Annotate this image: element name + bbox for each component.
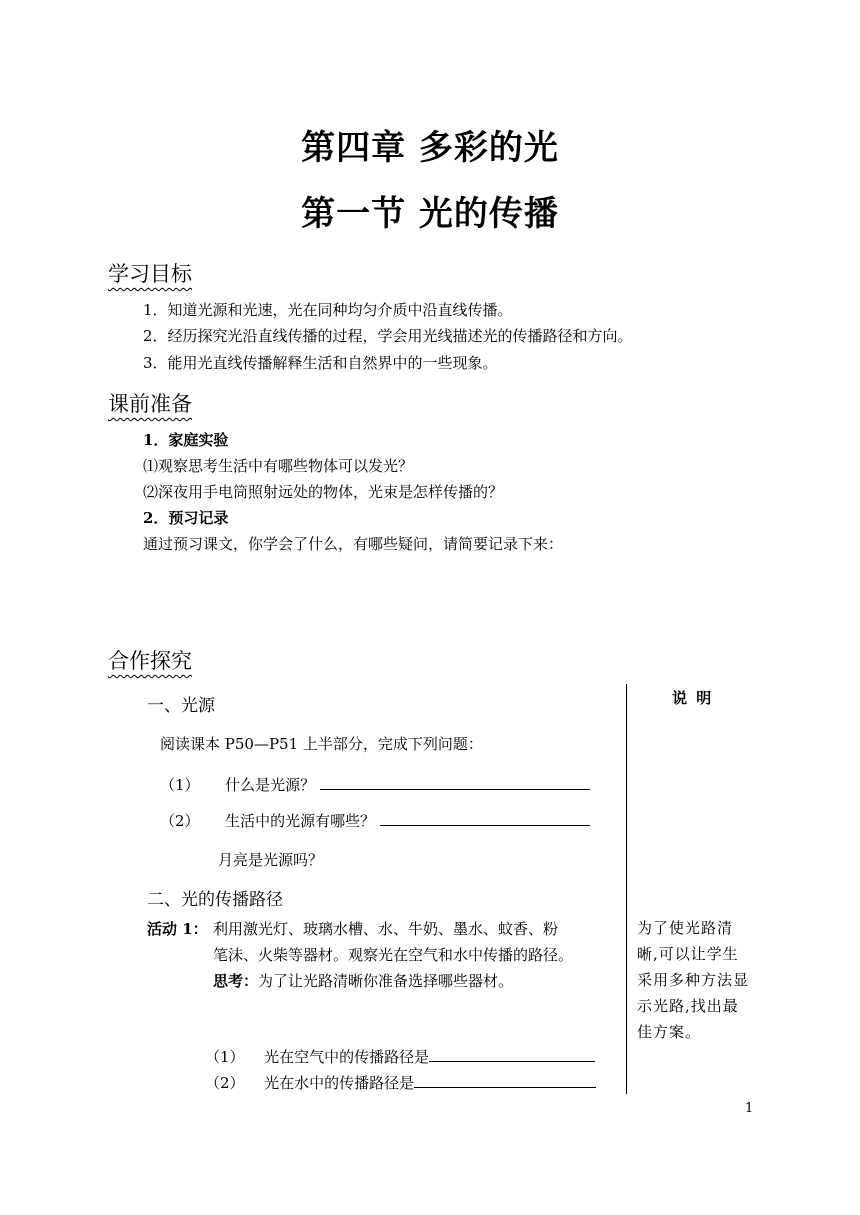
think-text: 为了让光路清晰你准备选择哪些器材。 [258, 972, 514, 990]
home-experiment-title: 1．家庭实验 [143, 431, 229, 449]
column-divider [626, 684, 627, 1094]
teaching-note: 为了使光路清晰,可以让学生采用多种方法显示光路,找出最佳方案。 [637, 919, 750, 1041]
answer-blank [380, 811, 590, 826]
home-experiment-q1: ⑴观察思考生活中有哪些物体可以发光？ [143, 457, 414, 475]
activity-label: 活动 1： [147, 920, 208, 938]
part1-title: 一、光源 [147, 696, 215, 716]
part2-title: 二、光的传播路径 [147, 890, 283, 910]
part1-question-1 [160, 774, 590, 795]
page-number: 1 [745, 1101, 754, 1116]
chapter-title: 第四章 多彩的光 [301, 128, 559, 168]
question-number: （2） [205, 1074, 245, 1092]
question-text: 光在空气中的传播路径是 [264, 1048, 430, 1066]
preview-title: 2．预习记录 [143, 509, 229, 527]
question-number: （1） [160, 776, 200, 794]
home-experiment-q2: ⑵深夜用手电筒照射远处的物体，光束是怎样传播的？ [143, 483, 504, 501]
think-label: 思考： [213, 972, 259, 990]
question-text: 什么是光源？ [225, 776, 316, 794]
part2-question-1 [205, 1046, 595, 1067]
objective-item: 2．经历探究光沿直线传播的过程，学会用光线描述光的传播路径和方向。 [143, 327, 633, 345]
question-text: 光在水中的传播路径是 [264, 1074, 415, 1092]
question-text: 生活中的光源有哪些？ [225, 812, 376, 830]
objective-item: 1．知道光源和光速，光在同种均匀介质中沿直线传播。 [143, 301, 513, 319]
cooperation-heading: 合作探究 [108, 649, 192, 673]
answer-blank [414, 1073, 596, 1088]
think-line [213, 970, 513, 991]
section-title: 第一节 光的传播 [301, 194, 559, 234]
note-header: 说 明 [672, 689, 714, 707]
objective-item: 3．能用光直线传播解释生活和自然界中的一些现象。 [143, 354, 498, 372]
question-number: （2） [160, 812, 200, 830]
part1-follow-question: 月亮是光源吗？ [218, 851, 324, 869]
answer-blank [320, 775, 590, 790]
part2-question-2 [205, 1072, 596, 1093]
objectives-heading: 学习目标 [108, 262, 192, 286]
preparation-heading: 课前准备 [108, 392, 192, 416]
part1-question-2 [160, 810, 590, 831]
activity-line-1: 利用激光灯、玻璃水槽、水、牛奶、墨水、蚊香、粉 [213, 920, 559, 938]
preview-text: 通过预习课文，你学会了什么，有哪些疑问，请简要记录下来： [143, 535, 564, 553]
answer-blank [429, 1047, 595, 1062]
activity-line-2: 笔沫、火柴等器材。观察光在空气和水中传播的路径。 [213, 946, 574, 964]
question-number: （1） [205, 1048, 245, 1066]
part1-instruction: 阅读课本 P50—P51 上半部分，完成下列问题： [160, 735, 483, 753]
